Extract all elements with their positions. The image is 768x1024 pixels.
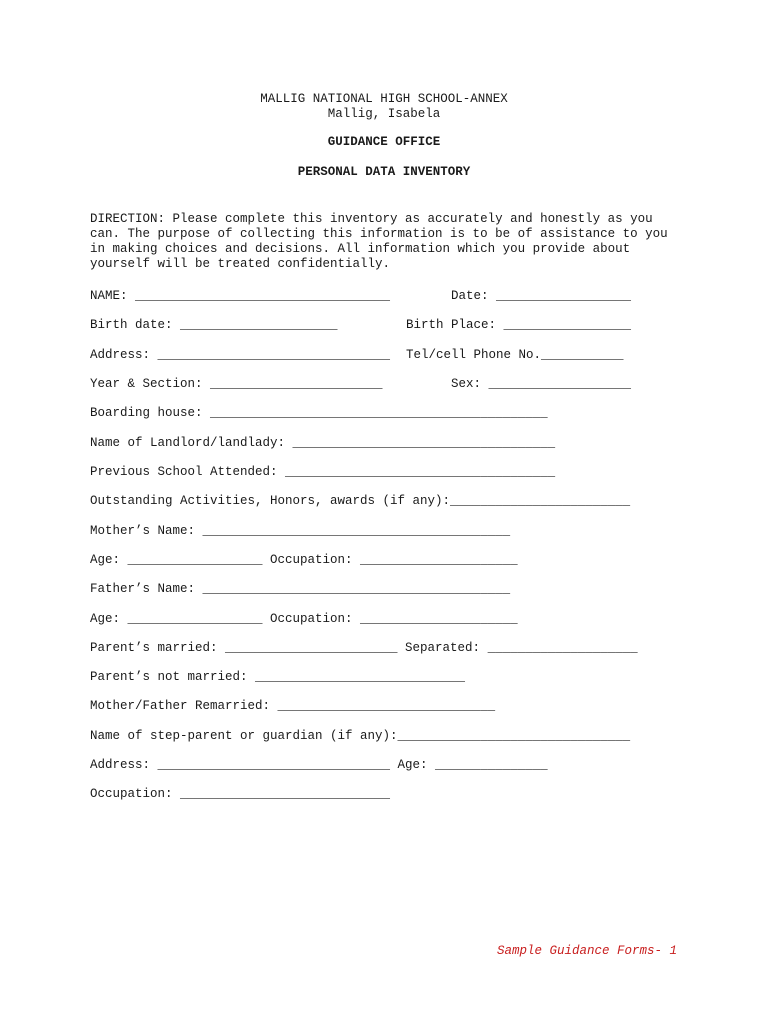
sex-field: Sex: ___________________ bbox=[451, 377, 632, 391]
address-field: Address: _______________________________ bbox=[90, 348, 391, 362]
birth-date-field: Birth date: _____________________ bbox=[90, 318, 338, 332]
name-field: NAME: __________________________________ bbox=[90, 289, 391, 303]
landlord-field: Name of Landlord/landlady: ___________________________________ bbox=[90, 436, 556, 450]
parents-not-married-field: Parent’s not married: ____________________________ bbox=[90, 670, 466, 684]
direction-text: DIRECTION: Please complete this inventory as accurately and honestly as you can. The purpose of collecting this information is to be of assistance to you in making choices and decisions. All information which you provide about yourself will be treated confidentially. bbox=[90, 212, 668, 271]
boarding-house-field: Boarding house: _____________________________________________ bbox=[90, 406, 548, 420]
step-parent-field: Name of step-parent or guardian (if any):_______________________________ bbox=[90, 729, 631, 743]
mother-name-field: Mother’s Name: _________________________________________ bbox=[90, 524, 511, 538]
office-name: GUIDANCE OFFICE bbox=[327, 135, 441, 149]
footer-note: Sample Guidance Forms- 1 bbox=[497, 944, 678, 958]
school-location: Mallig, Isabela bbox=[327, 107, 441, 121]
year-section-field: Year & Section: _______________________ bbox=[90, 377, 383, 391]
father-age-occupation-field: Age: __________________ Occupation: _____________________ bbox=[90, 612, 518, 626]
date-field: Date: __________________ bbox=[451, 289, 632, 303]
school-name: MALLIG NATIONAL HIGH SCHOOL-ANNEX bbox=[260, 92, 508, 106]
form-title: PERSONAL DATA INVENTORY bbox=[297, 165, 471, 179]
tel-field: Tel/cell Phone No.___________ bbox=[406, 348, 624, 362]
previous-school-field: Previous School Attended: ____________________________________ bbox=[90, 465, 556, 479]
activities-field: Outstanding Activities, Honors, awards (if any):________________________ bbox=[90, 494, 631, 508]
remarried-field: Mother/Father Remarried: _____________________________ bbox=[90, 699, 496, 713]
father-name-field: Father’s Name: _________________________________________ bbox=[90, 582, 511, 596]
occupation-field: Occupation: ____________________________ bbox=[90, 787, 391, 801]
guardian-address-field: Address: _______________________________ Age: _______________ bbox=[90, 758, 548, 772]
birth-place-field: Birth Place: _________________ bbox=[406, 318, 632, 332]
mother-age-occupation-field: Age: __________________ Occupation: _____________________ bbox=[90, 553, 518, 567]
parents-married-field: Parent’s married: _______________________ Separated: ____________________ bbox=[90, 641, 638, 655]
